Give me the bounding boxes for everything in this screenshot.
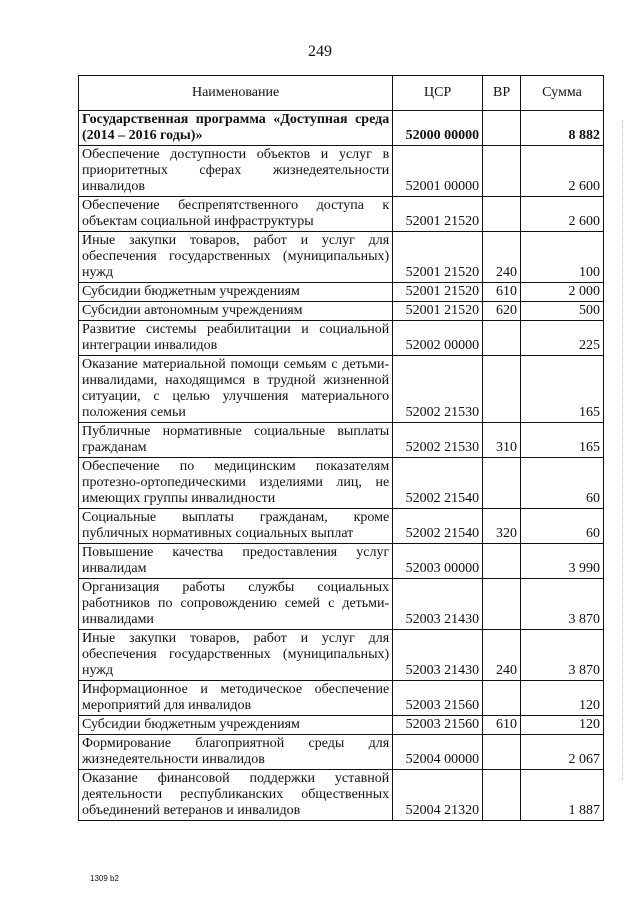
row-sum: 2 600 xyxy=(521,146,604,197)
row-name: Государственная программа «Доступная среда (2014 – 2016 годы)» xyxy=(79,111,393,146)
row-name: Организация работы службы социальных работников по сопровождению семей с детьми-инвалидами xyxy=(79,579,393,630)
row-name: Обеспечение по медицинским показателям протезно-ортопедическими изделиями лиц, не имеющих группы инвалидности xyxy=(79,458,393,509)
row-vr: 610 xyxy=(483,283,521,302)
row-csr: 52001 00000 xyxy=(393,146,483,197)
table-row xyxy=(79,681,604,716)
row-name: Обеспечение беспрепятственного доступа к объектам социальной инфраструктуры xyxy=(79,197,393,232)
table-header-row xyxy=(79,76,604,111)
header-sum: Сумма xyxy=(521,76,604,111)
row-csr: 52000 00000 xyxy=(393,111,483,146)
table-body xyxy=(79,111,604,821)
row-csr: 52003 00000 xyxy=(393,544,483,579)
row-vr: 310 xyxy=(483,423,521,458)
row-vr: 240 xyxy=(483,232,521,283)
row-csr: 52001 21520 xyxy=(393,197,483,232)
row-sum: 1 887 xyxy=(521,770,604,821)
row-vr: 240 xyxy=(483,630,521,681)
table-row xyxy=(79,735,604,770)
row-vr xyxy=(483,458,521,509)
row-csr: 52001 21520 xyxy=(393,302,483,321)
row-csr: 52003 21560 xyxy=(393,716,483,735)
header-csr: ЦСР xyxy=(393,76,483,111)
budget-table xyxy=(78,75,604,821)
row-name: Повышение качества предоставления услуг инвалидам xyxy=(79,544,393,579)
row-csr: 52002 00000 xyxy=(393,321,483,356)
row-csr: 52001 21520 xyxy=(393,283,483,302)
page-number: 249 xyxy=(308,43,332,60)
row-sum: 3 990 xyxy=(521,544,604,579)
row-vr xyxy=(483,197,521,232)
row-csr: 52004 00000 xyxy=(393,735,483,770)
row-csr: 52001 21520 xyxy=(393,232,483,283)
row-sum: 120 xyxy=(521,681,604,716)
table-row xyxy=(79,423,604,458)
row-sum: 2 000 xyxy=(521,283,604,302)
table-row xyxy=(79,146,604,197)
row-vr xyxy=(483,356,521,423)
row-vr xyxy=(483,321,521,356)
row-csr: 52002 21540 xyxy=(393,458,483,509)
row-vr xyxy=(483,146,521,197)
table-row xyxy=(79,356,604,423)
table-row xyxy=(79,232,604,283)
row-name: Обеспечение доступности объектов и услуг в приоритетных сферах жизнедеятельности инвалидов xyxy=(79,146,393,197)
row-csr: 52003 21430 xyxy=(393,630,483,681)
row-sum: 165 xyxy=(521,356,604,423)
table-row xyxy=(79,283,604,302)
row-name: Оказание финансовой поддержки уставной деятельности республиканских общественных объединений ветеранов и инвалидов xyxy=(79,770,393,821)
row-sum: 8 882 xyxy=(521,111,604,146)
row-csr: 52003 21430 xyxy=(393,579,483,630)
row-vr xyxy=(483,111,521,146)
table-row xyxy=(79,579,604,630)
row-name: Публичные нормативные социальные выплаты гражданам xyxy=(79,423,393,458)
table-row xyxy=(79,302,604,321)
row-name: Иные закупки товаров, работ и услуг для обеспечения государственных (муниципальных) нужд xyxy=(79,232,393,283)
row-sum: 120 xyxy=(521,716,604,735)
row-vr: 320 xyxy=(483,509,521,544)
row-sum: 2 600 xyxy=(521,197,604,232)
row-name: Иные закупки товаров, работ и услуг для обеспечения государственных (муниципальных) нужд xyxy=(79,630,393,681)
row-csr: 52003 21560 xyxy=(393,681,483,716)
row-name: Развитие системы реабилитации и социальной интеграции инвалидов xyxy=(79,321,393,356)
row-csr: 52002 21540 xyxy=(393,509,483,544)
row-sum: 60 xyxy=(521,509,604,544)
row-vr xyxy=(483,579,521,630)
row-csr: 52002 21530 xyxy=(393,356,483,423)
table-row xyxy=(79,197,604,232)
table-row xyxy=(79,630,604,681)
row-csr: 52002 21530 xyxy=(393,423,483,458)
row-name: Социальные выплаты гражданам, кроме публичных нормативных социальных выплат xyxy=(79,509,393,544)
row-name: Формирование благоприятной среды для жизнедеятельности инвалидов xyxy=(79,735,393,770)
row-sum: 2 067 xyxy=(521,735,604,770)
table-row xyxy=(79,544,604,579)
row-name: Субсидии бюджетным учреждениям xyxy=(79,283,393,302)
row-csr: 52004 21320 xyxy=(393,770,483,821)
row-name: Оказание материальной помощи семьям с детьми-инвалидами, находящимся в трудной жизненной ситуации, с целью улучшения материального положения семьи xyxy=(79,356,393,423)
table-row xyxy=(79,770,604,821)
row-name: Субсидии автономным учреждениям xyxy=(79,302,393,321)
row-sum: 3 870 xyxy=(521,630,604,681)
table-row xyxy=(79,321,604,356)
row-vr: 620 xyxy=(483,302,521,321)
row-name: Информационное и методическое обеспечение мероприятий для инвалидов xyxy=(79,681,393,716)
row-sum: 3 870 xyxy=(521,579,604,630)
row-sum: 100 xyxy=(521,232,604,283)
row-vr xyxy=(483,735,521,770)
table-row xyxy=(79,111,604,146)
row-sum: 60 xyxy=(521,458,604,509)
row-name: Субсидии бюджетным учреждениям xyxy=(79,716,393,735)
header-vr: ВР xyxy=(483,76,521,111)
row-vr xyxy=(483,544,521,579)
footer-code: 1309 b2 xyxy=(90,874,119,883)
margin-marks xyxy=(622,120,625,780)
table-row xyxy=(79,458,604,509)
row-sum: 500 xyxy=(521,302,604,321)
row-sum: 225 xyxy=(521,321,604,356)
table-row xyxy=(79,716,604,735)
table-row xyxy=(79,509,604,544)
row-vr: 610 xyxy=(483,716,521,735)
row-vr xyxy=(483,770,521,821)
header-name: Наименование xyxy=(79,76,393,111)
row-sum: 165 xyxy=(521,423,604,458)
row-vr xyxy=(483,681,521,716)
